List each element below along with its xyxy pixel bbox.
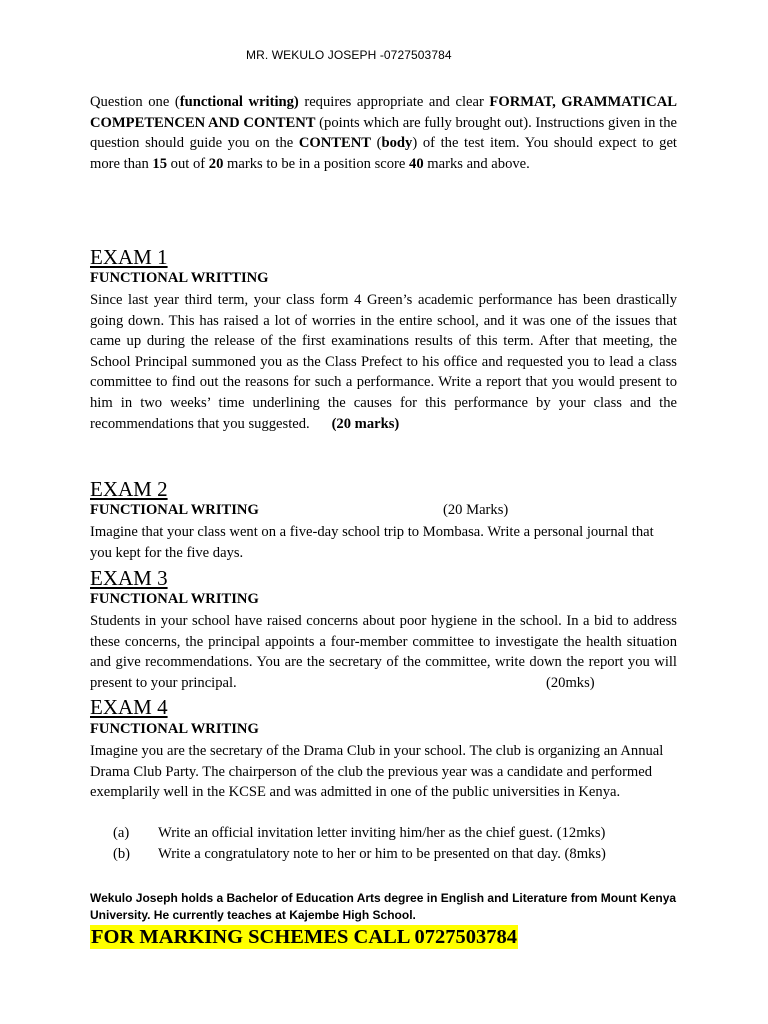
intro-emphasis: 40 <box>409 155 424 172</box>
exam-1-question <box>90 290 677 434</box>
intro-emphasis: body <box>381 135 413 152</box>
exam-3-question-text: Students in your school have raised concerns about poor hygiene in the school. In a bid to address these concerns, the principal appoints a four-member committee to investigate the health situation and give recommendations. You are the secretary of the committee, write down the report you will present to your principal. <box>90 613 677 691</box>
exam-2-marks: (20 Marks) <box>443 502 509 518</box>
exam-3-subheading: FUNCTIONAL WRITING <box>90 591 259 607</box>
intro-paragraph <box>90 92 677 174</box>
intro-emphasis: functional writing) <box>179 94 299 110</box>
item-text: Write a congratulatory note to her or him to be presented on that day. (8mks) <box>158 846 606 862</box>
marking-scheme-promo: FOR MARKING SCHEMES CALL 0727503784 <box>91 926 517 948</box>
author-header: MR. WEKULO JOSEPH -0727503784 <box>246 48 452 62</box>
exam-3-marks: (20mks) <box>546 675 595 691</box>
exam-4-item-a <box>113 823 605 844</box>
item-number: (a) <box>113 825 130 841</box>
item-number: (b) <box>113 846 131 862</box>
exam-4-heading: EXAM 4 <box>90 695 168 719</box>
intro-emphasis: CONTENT <box>298 135 372 152</box>
intro-emphasis: 20 <box>208 155 224 172</box>
exam-1-subheading: FUNCTIONAL WRITTING <box>90 270 269 286</box>
exam-1-question-text: Since last year third term, your class form 4 Green’s academic performance has been drastically going down. This has raised a lot of worries in the entire school, and it was one of the issues that came up during the release of the first examinations results of this term. After that meeting, the School Principal summoned you as the Class Prefect to his office and requested you to lead a class committee to find out the reasons for such a performance. Write a report that you would present to him in two weeks’ time underlining the causes for this performance by your class and the recommendations that you suggested. <box>90 292 677 432</box>
author-bio: Wekulo Joseph holds a Bachelor of Education Arts degree in English and Literature from Mount Kenya University. He currently teaches at Kajembe High School. <box>90 891 677 922</box>
intro-text: out of <box>167 155 209 172</box>
exam-4-item-b <box>113 844 606 865</box>
intro-text: marks and above. <box>423 155 530 172</box>
intro-text: marks to be in a position score <box>223 155 410 172</box>
exam-2-heading: EXAM 2 <box>90 477 168 501</box>
intro-text: requires appropriate and clear <box>298 94 490 110</box>
exam-1-marks: (20 marks) <box>331 415 400 432</box>
exam-2-subheading: FUNCTIONAL WRITING <box>90 502 259 518</box>
exam-4-subheading: FUNCTIONAL WRITING <box>90 721 259 737</box>
exam-4-question: Imagine you are the secretary of the Drama Club in your school. The club is organizing an Annual Drama Club Party. The chairperson of the club the previous year was a candidate and performed exemplarily well in the KCSE and was admitted in one of the public universities in Kenya. <box>90 743 664 801</box>
intro-text: Question one ( <box>90 94 180 110</box>
intro-emphasis: 15 <box>152 155 168 172</box>
exam-3-heading: EXAM 3 <box>90 566 168 590</box>
intro-text: ( <box>371 135 382 152</box>
exam-1-heading: EXAM 1 <box>90 245 168 269</box>
exam-2-question: Imagine that your class went on a five-day school trip to Mombasa. Write a personal journal that you kept for the five days. <box>90 524 654 561</box>
intro-text: (points which are fully brought out). Instructions given in the question should guide you on the <box>90 114 677 152</box>
intro-text: ) of the test item. You should expect to get more than <box>90 135 677 172</box>
intro-emphasis: FORMAT, GRAMMATICAL COMPETENCEN AND CONTENT <box>90 94 677 131</box>
item-text: Write an official invitation letter inviting him/her as the chief guest. (12mks) <box>158 825 606 841</box>
